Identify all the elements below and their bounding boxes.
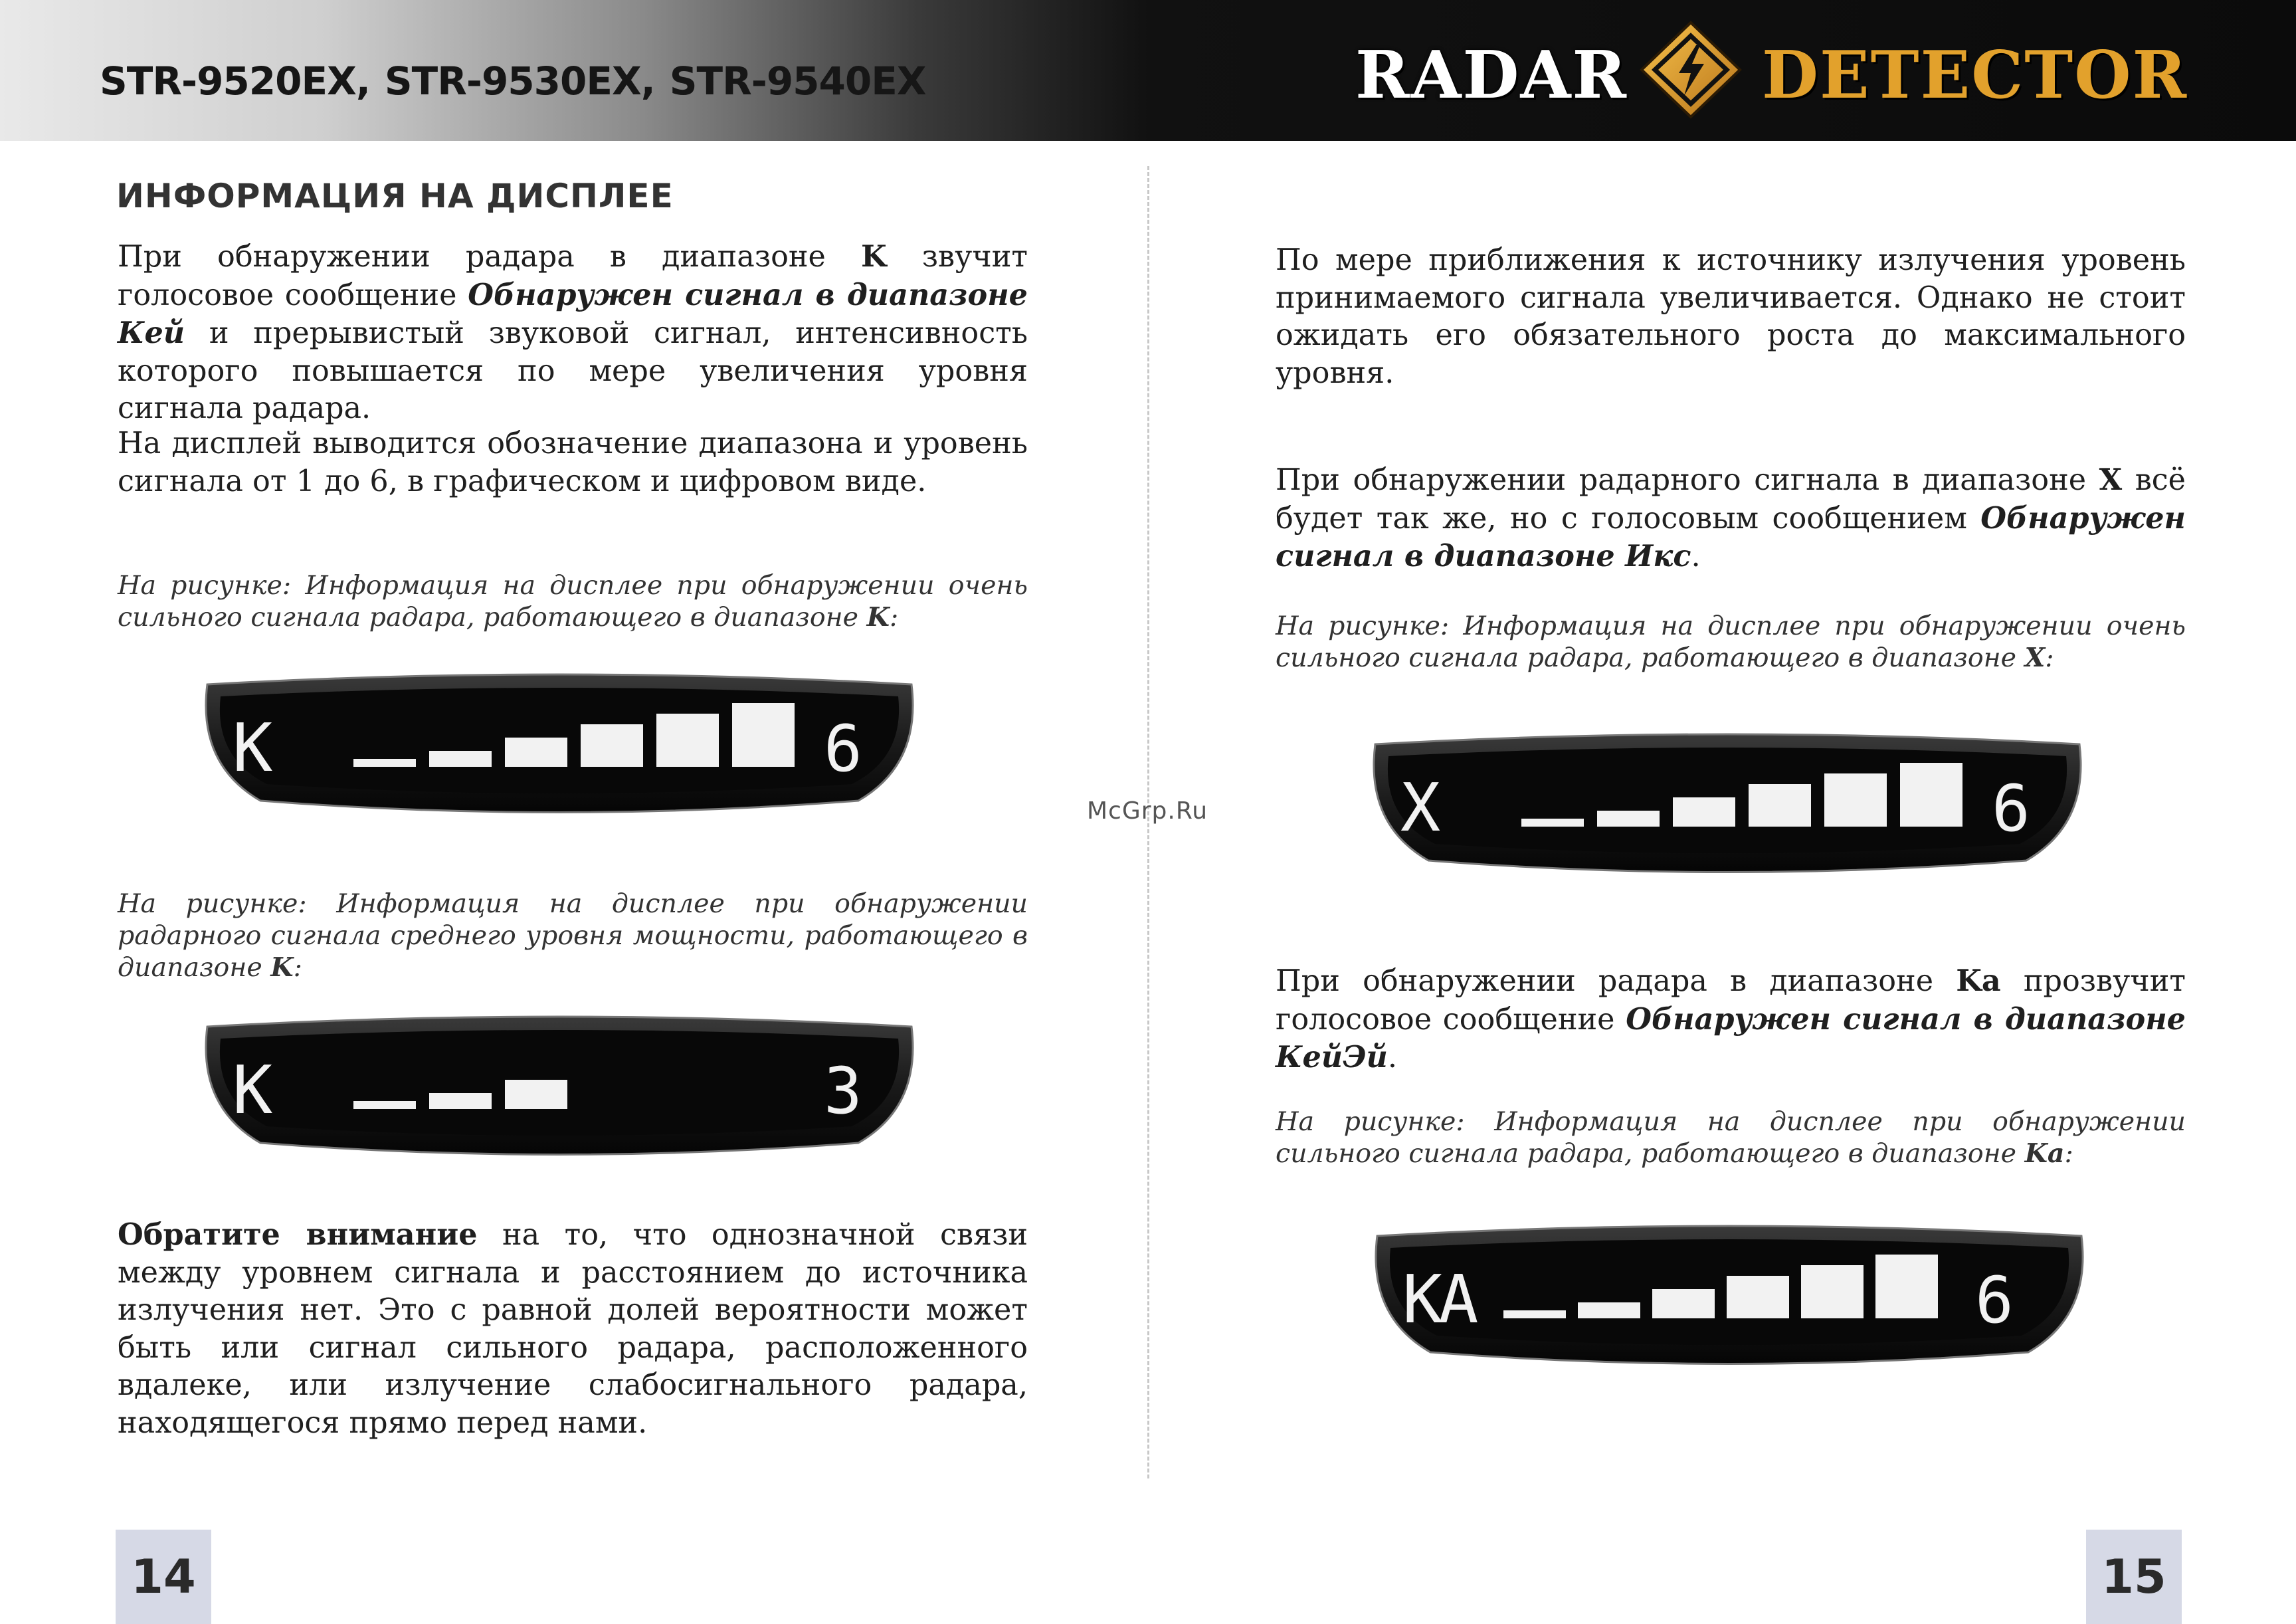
signal-bar-5 (656, 714, 719, 767)
display-band: K (233, 1051, 273, 1129)
display-level: 6 (824, 712, 862, 786)
display-level: 6 (1975, 1263, 2014, 1338)
signal-bar-1 (353, 759, 416, 767)
caption-end: : (293, 952, 302, 983)
signal-bar-4 (581, 724, 643, 767)
note-emphasis: Обратите внимание (118, 1217, 478, 1252)
signal-bar-2 (1578, 1302, 1640, 1318)
text: и прерывистый звуковой сигнал, интенсивность которого повышается по мере увеличения уровня сигнала радара. (118, 316, 1028, 425)
signal-bar-3 (505, 1080, 567, 1109)
caption-band: K (270, 952, 294, 983)
voice-message: Обнаружен сигнал в диапазоне Кей (118, 277, 1028, 350)
right-caption-2 (1276, 1106, 2186, 1169)
display-level: 3 (824, 1054, 862, 1128)
caption-end: : (889, 602, 899, 633)
band-label: X (2099, 462, 2123, 497)
caption-end: : (2064, 1138, 2073, 1169)
left-paragraph-2: На дисплей выводится обозначение диапазона и уровень сигнала от 1 до 6, в графическом и цифровом виде. (118, 427, 1028, 498)
voice-message: Обнаружен сигнал в диапазоне Икс (1276, 500, 2186, 573)
radar-display-screen (1364, 1216, 2095, 1382)
voice-message: Обнаружен сигнал в диапазоне КейЭй (1276, 1001, 2186, 1074)
signal-bar-1 (1503, 1310, 1566, 1318)
caption-text: На рисунке: Информация на дисплее при обнаружении очень сильного сигнала радара, работающего в диапазоне (118, 570, 1028, 633)
left-caption-1 (118, 569, 1028, 633)
signal-bar-2 (1597, 811, 1660, 827)
signal-bar-1 (1521, 819, 1584, 827)
page-title: ИНФОРМАЦИЯ НА ДИСПЛЕЕ (116, 177, 674, 215)
signal-bar-2 (429, 1093, 492, 1109)
text: прозвучит голосовое сообщение (1276, 964, 2186, 1037)
signal-bar-3 (1673, 797, 1735, 827)
model-list (100, 58, 941, 104)
display-k-level-3 (194, 1007, 925, 1173)
page-number-right: 15 (2086, 1530, 2182, 1624)
caption-text: На рисунке: Информация на дисплее при обнаружении очень сильного сигнала радара, работающего в диапазоне (1276, 611, 2186, 673)
caption-band: X (2024, 643, 2046, 673)
display-band: K (233, 709, 273, 787)
text: . (1387, 1041, 1398, 1074)
signal-bar-6 (732, 703, 795, 767)
text: При обнаружении радара в диапазоне (118, 240, 861, 274)
caption-text: На рисунке: Информация на дисплее при обнаружении сильного сигнала радара, работающего в диапазоне (1276, 1106, 2186, 1169)
caption-band: K (866, 602, 890, 633)
left-caption-2 (118, 888, 1028, 983)
display-band: KA (1402, 1261, 1475, 1338)
signal-bar-3 (1652, 1289, 1715, 1318)
right-caption-1 (1276, 610, 2186, 674)
radar-display-screen (1362, 724, 2093, 890)
text: При обнаружении радара в диапазоне (1276, 964, 1957, 998)
caption-band: Ka (2024, 1138, 2065, 1169)
text: звучит голосовое сообщение (118, 240, 1028, 312)
display-k-level-6 (194, 664, 925, 831)
display-ka-level-6 (1364, 1216, 2095, 1382)
right-paragraph-2 (1276, 461, 2186, 576)
brand-word-detector: DETECTOR (1762, 37, 2188, 114)
band-label: K (861, 239, 887, 274)
caption-end: : (2045, 643, 2054, 673)
signal-bar-4 (1727, 1276, 1789, 1318)
text: . (1691, 540, 1701, 573)
left-paragraph-1 (118, 238, 1028, 428)
page-header (0, 0, 2296, 141)
signal-bar-6 (1875, 1255, 1938, 1318)
signal-bar-5 (1801, 1265, 1864, 1318)
right-paragraph-3 (1276, 962, 2186, 1077)
brand-word-radar: RADAR (1355, 37, 1628, 114)
band-label: Ka (1956, 964, 2001, 998)
left-note-paragraph (118, 1216, 1028, 1442)
caption-text: На рисунке: Информация на дисплее при обнаружении радарного сигнала среднего уровня мощности, работающего в диапазоне (118, 888, 1028, 983)
display-x-level-6 (1362, 724, 2093, 890)
signal-bar-5 (1824, 773, 1887, 827)
text: всё будет так же, но с голосовым сообщением (1276, 463, 2186, 536)
radar-display-screen (194, 1007, 925, 1173)
note-text: на то, что однозначной связи между уровнем сигнала и расстоянием до источника излучения нет. Это с равной долей вероятности может быть или сигнал сильного радара, расположенного вдалеке, или излучение слабосигнального радара, находящегося прямо перед нами. (118, 1218, 1028, 1440)
display-level: 6 (1992, 771, 2030, 846)
signal-bar-4 (1749, 784, 1811, 827)
signal-bar-2 (429, 751, 492, 767)
watermark: McGrp.Ru (1087, 797, 1208, 825)
display-band: X (1400, 769, 1441, 847)
brand-logo (1355, 20, 2188, 120)
lightning-diamond-icon (1638, 20, 1744, 120)
signal-bar-6 (1900, 763, 1962, 827)
right-paragraph-1: По мере приближения к источнику излучения уровень принимаемого сигнала увеличивается. Однако не стоит ожидать его обязательного роста до максимального уровня. (1276, 243, 2186, 390)
signal-bar-1 (353, 1101, 416, 1109)
text: При обнаружении радарного сигнала в диапазоне (1276, 463, 2099, 497)
model-9540: STR-9540EX (669, 58, 926, 104)
signal-bar-3 (505, 738, 567, 767)
page-number-left: 14 (116, 1530, 211, 1624)
model-9520: STR-9520EX, (100, 58, 370, 104)
model-9530: STR-9530EX, (384, 58, 655, 104)
radar-display-screen (194, 664, 925, 831)
